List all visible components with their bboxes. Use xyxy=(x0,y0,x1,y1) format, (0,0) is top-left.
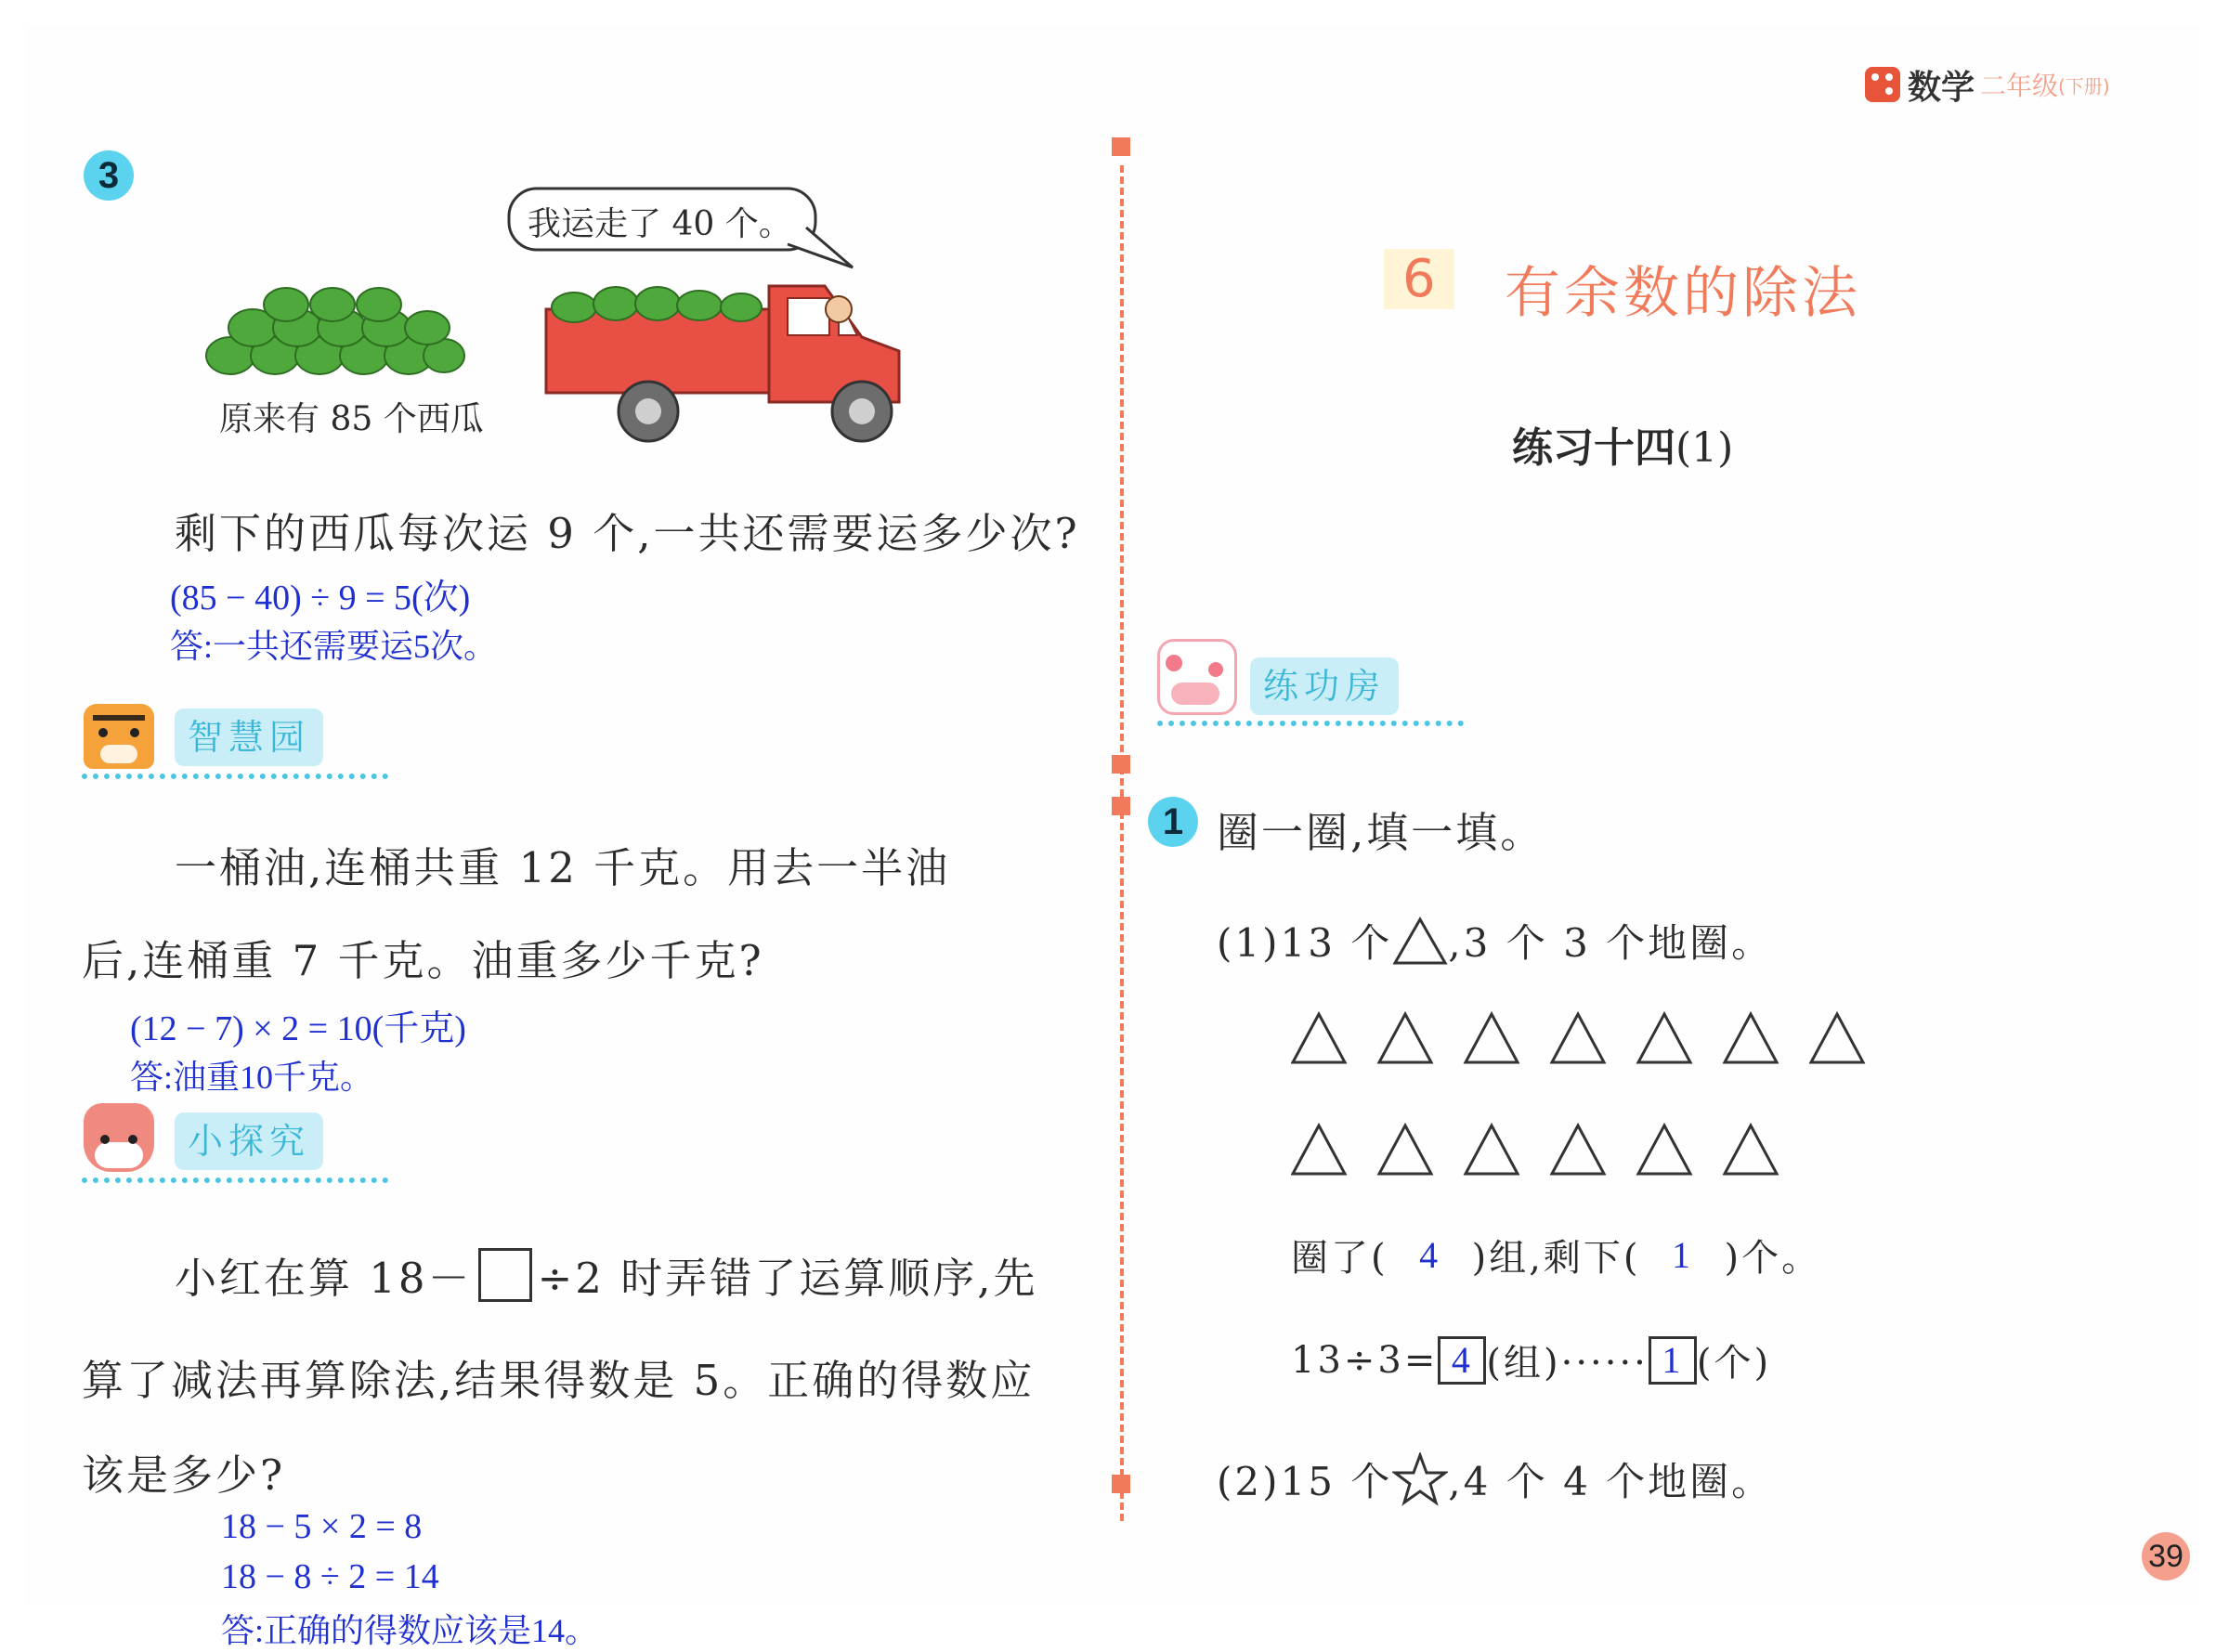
fill-text-b: )组,剩下( xyxy=(1471,1237,1641,1280)
section-underline xyxy=(1157,721,1464,732)
fill-answer-groups[interactable]: 4 xyxy=(1419,1234,1441,1276)
tiger-mascot-icon xyxy=(84,704,154,769)
q1-part2-text-a: (2)15 个 xyxy=(1217,1459,1393,1504)
triangle-icon xyxy=(1466,1125,1518,1174)
divider-marker xyxy=(1112,797,1130,815)
eq-text-a: 13÷3= xyxy=(1291,1338,1439,1382)
q1-part2 xyxy=(1217,1451,1773,1507)
fill-text-a: 圈了( xyxy=(1291,1237,1388,1280)
divider-marker xyxy=(1112,755,1130,774)
q3-question: 剩下的西瓜每次运 9 个,一共还需要运多少次? xyxy=(175,509,1080,558)
q1-part1 xyxy=(1217,913,1773,969)
wisdom-line-2: 后,连桶重 7 千克。油重多少千克? xyxy=(82,936,764,985)
fill-answer-remainder[interactable]: 1 xyxy=(1672,1234,1694,1276)
exercise-title xyxy=(1512,414,1733,474)
triangle-icon xyxy=(1552,1125,1604,1174)
section-label-explore: 小探究 xyxy=(175,1112,323,1170)
triangle-icon xyxy=(1293,1014,1345,1062)
blank-box xyxy=(478,1248,532,1302)
wisdom-answer-equation: (12 − 7) × 2 = 10(千克) xyxy=(130,1009,466,1048)
q1-fill-line xyxy=(1291,1229,1821,1281)
triangle-icon xyxy=(1638,1014,1690,1062)
triangle-icon xyxy=(1725,1014,1777,1062)
page-number: 39 xyxy=(2142,1532,2190,1580)
exercise-title-text: 练习十四 xyxy=(1512,424,1675,472)
fill-text-c: )个。 xyxy=(1724,1237,1822,1280)
cow-mascot-icon xyxy=(1157,639,1237,715)
explore-line-1-part-a: 小红在算 18－ xyxy=(175,1254,473,1303)
divider-marker xyxy=(1112,1475,1130,1493)
q1-part1-text-a: (1)13 个 xyxy=(1217,920,1393,966)
triangle-icon xyxy=(1293,1125,1345,1174)
q1-title: 圈一圈,填一填。 xyxy=(1217,808,1545,857)
triangle-row-1 xyxy=(1291,1010,1904,1066)
wisdom-answer-text: 答:油重10千克。 xyxy=(130,1059,374,1096)
speech-bubble-text: 我运走了 40 个。 xyxy=(528,205,792,243)
question-number-badge: 3 xyxy=(84,150,134,201)
page-divider xyxy=(1120,165,1124,1521)
q1-part2-text-b: ,4 个 4 个地圈。 xyxy=(1448,1459,1774,1504)
watermelon-pile-icon xyxy=(206,288,464,374)
triangle-icon xyxy=(1725,1125,1777,1174)
header-subject: 数学 xyxy=(1908,68,1975,107)
workbook-page xyxy=(26,26,2199,1649)
header-volume: (下册) xyxy=(2058,74,2110,98)
divider-marker xyxy=(1112,137,1130,156)
q3-answer-equation: (85 − 40) ÷ 9 = 5(次) xyxy=(170,579,471,618)
eq-answer-quotient[interactable]: 4 xyxy=(1438,1336,1486,1385)
eq-answer-remainder[interactable]: 1 xyxy=(1649,1336,1697,1385)
header-grade: 二年级 xyxy=(1980,71,2059,101)
triangle-icon xyxy=(1552,1014,1604,1062)
triangle-icon xyxy=(1392,916,1448,967)
explore-answer-3: 答:正确的得数应该是14。 xyxy=(221,1612,599,1649)
star-icon xyxy=(1392,1452,1448,1506)
explore-line-1-part-b: ÷2 时弄错了运算顺序,先 xyxy=(537,1254,1038,1303)
truck-icon xyxy=(546,286,899,441)
triangle-icon xyxy=(1466,1014,1518,1062)
exercise-part: (1) xyxy=(1675,424,1734,472)
explore-line-2: 算了减法再算除法,结果得数是 5。正确的得数应 xyxy=(82,1356,1036,1405)
section-underline xyxy=(82,774,388,785)
section-label-wisdom: 智慧园 xyxy=(175,709,323,766)
chapter-number: 6 xyxy=(1384,249,1454,309)
explore-answer-2: 18 − 8 ÷ 2 = 14 xyxy=(221,1557,439,1596)
explore-line-1 xyxy=(175,1244,1038,1305)
explore-line-3: 该是多少? xyxy=(82,1450,286,1500)
chapter-title: 有余数的除法 xyxy=(1505,261,1861,326)
triangle-icon xyxy=(1379,1014,1431,1062)
watermelon-caption: 原来有 85 个西瓜 xyxy=(219,400,484,438)
fox-mascot-icon xyxy=(84,1103,154,1172)
triangle-icon xyxy=(1638,1125,1690,1174)
header xyxy=(1865,63,2110,106)
triangle-icon xyxy=(1811,1014,1863,1062)
q1-equation-line xyxy=(1291,1333,1771,1386)
explore-answer-1: 18 − 5 × 2 = 8 xyxy=(221,1507,423,1546)
wisdom-line-1: 一桶油,连桶共重 12 千克。用去一半油 xyxy=(175,843,951,892)
eq-text-b: (组)······ xyxy=(1486,1342,1649,1385)
eq-text-c: (个) xyxy=(1696,1342,1772,1385)
section-label-practice: 练功房 xyxy=(1250,657,1399,715)
q3-answer-text: 答:一共还需要运5次。 xyxy=(170,628,498,665)
section-underline xyxy=(82,1177,388,1189)
triangle-row-2 xyxy=(1291,1122,1904,1177)
dice-logo-icon xyxy=(1865,67,1900,102)
triangle-icon xyxy=(1379,1125,1431,1174)
question-number-badge: 1 xyxy=(1148,797,1198,847)
q1-part1-text-b: ,3 个 3 个地圈。 xyxy=(1448,920,1774,966)
